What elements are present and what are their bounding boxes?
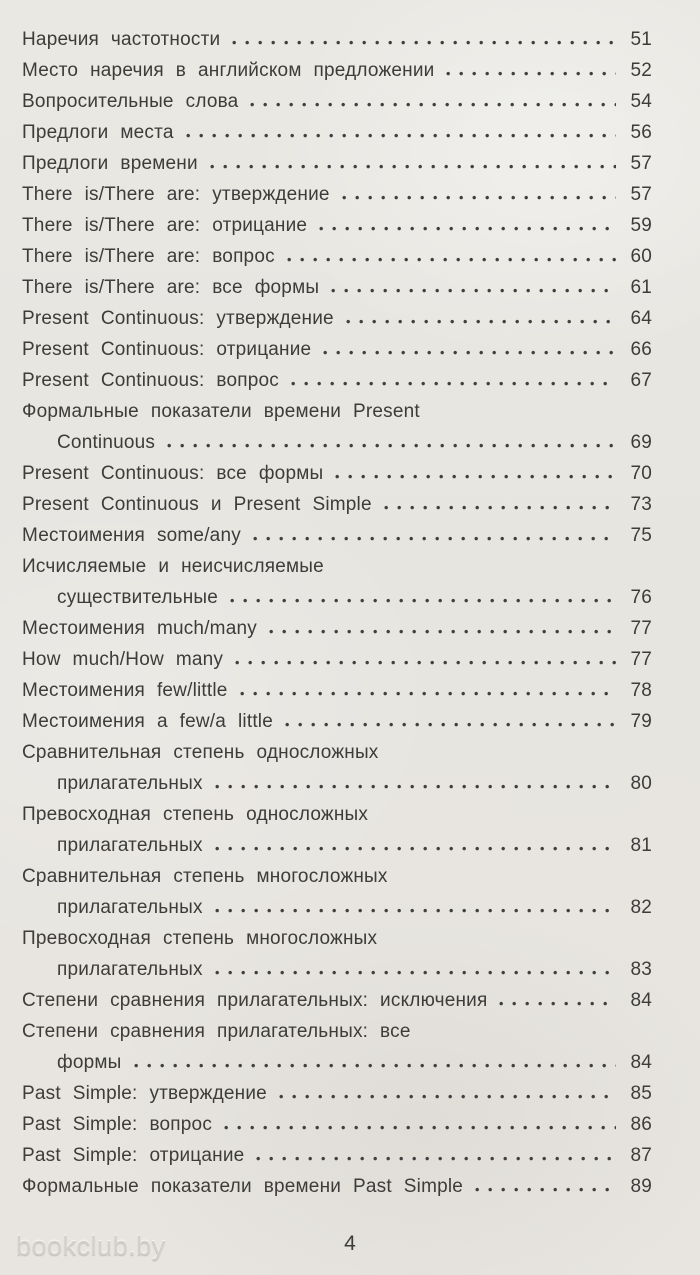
toc-row <box>22 835 652 866</box>
toc-entry-page: 83 <box>630 959 652 980</box>
dot-leader <box>285 722 616 727</box>
toc-entry-title: Местоимения much/many <box>22 618 257 639</box>
toc-row <box>22 1176 652 1207</box>
toc-row <box>22 1021 652 1052</box>
toc-entry-title: Исчисляемые и неисчисляемые <box>22 556 324 577</box>
toc-entry-page: 76 <box>630 587 652 608</box>
toc-entry-page: 87 <box>630 1145 652 1166</box>
toc-entry-page: 61 <box>630 277 652 298</box>
dot-leader <box>230 598 616 603</box>
toc-row <box>22 91 652 122</box>
dot-leader <box>235 660 616 665</box>
toc-row <box>22 556 652 587</box>
toc-entry-title: How much/How many <box>22 649 224 670</box>
toc-row <box>22 60 652 91</box>
toc-entry-page: 59 <box>630 215 652 236</box>
dot-leader <box>134 1063 617 1068</box>
dot-leader <box>384 505 616 510</box>
dot-leader <box>224 1125 616 1130</box>
toc-entry-title: прилагательных <box>57 773 203 794</box>
toc-entry-title: Место наречия в английском предложении <box>22 60 435 81</box>
toc-entry-title: Past Simple: утверждение <box>22 1083 267 1104</box>
watermark: bookclub.by <box>16 1231 166 1261</box>
toc-entry-title: Предлоги времени <box>22 153 198 174</box>
toc-entry-page: 57 <box>630 184 652 205</box>
toc-entry-title: Наречия частотности <box>22 29 221 50</box>
toc-row <box>22 959 652 990</box>
toc-row <box>22 525 652 556</box>
dot-leader <box>331 288 616 293</box>
toc-entry-title: Present Continuous: утверждение <box>22 308 334 329</box>
toc-row <box>22 29 652 60</box>
dot-leader <box>232 40 616 45</box>
toc-row <box>22 494 652 525</box>
toc-row <box>22 1114 652 1145</box>
page-number: 4 <box>344 1232 356 1255</box>
toc-entry-page: 66 <box>630 339 652 360</box>
dot-leader <box>446 71 616 76</box>
toc-entry-page: 67 <box>630 370 652 391</box>
toc-entry-title: Continuous <box>57 432 156 453</box>
dot-leader <box>475 1187 616 1192</box>
dot-leader <box>319 226 616 231</box>
toc-row <box>22 649 652 680</box>
toc-entry-page: 73 <box>630 494 652 515</box>
dot-leader <box>279 1094 616 1099</box>
toc-entry-page: 77 <box>630 649 652 670</box>
toc-entry-title: Present Continuous и Present Simple <box>22 494 372 515</box>
dot-leader <box>186 133 616 138</box>
toc-entry-page: 84 <box>630 990 652 1011</box>
toc-entry-page: 54 <box>630 91 652 112</box>
toc-entry-title: Степени сравнения прилагательных: исключения <box>22 990 488 1011</box>
dot-leader <box>215 846 616 851</box>
toc-entry-title: Present Continuous: все формы <box>22 463 324 484</box>
toc-row <box>22 463 652 494</box>
toc-row <box>22 990 652 1021</box>
toc-entry-page: 60 <box>630 246 652 267</box>
toc-row <box>22 184 652 215</box>
toc-entry-title: прилагательных <box>57 835 203 856</box>
dot-leader <box>342 195 616 200</box>
dot-leader <box>256 1156 616 1161</box>
toc-entry-page: 85 <box>630 1083 652 1104</box>
toc-entry-page: 86 <box>630 1114 652 1135</box>
toc-entry-page: 78 <box>630 680 652 701</box>
dot-leader <box>250 102 616 107</box>
toc-entry-title: There is/There are: вопрос <box>22 246 275 267</box>
toc-row <box>22 370 652 401</box>
toc-row <box>22 432 652 463</box>
toc-entry-page: 81 <box>630 835 652 856</box>
toc-row <box>22 401 652 432</box>
toc-row <box>22 897 652 928</box>
toc-entry-title: Местоимения some/any <box>22 525 241 546</box>
toc-entry-page: 56 <box>630 122 652 143</box>
toc-entry-page: 79 <box>630 711 652 732</box>
toc-entry-title: Превосходная степень многосложных <box>22 928 378 949</box>
toc-row <box>22 866 652 897</box>
table-of-contents <box>22 29 652 1207</box>
dot-leader <box>287 257 616 262</box>
dot-leader <box>253 536 616 541</box>
dot-leader <box>323 350 616 355</box>
toc-entry-title: There is/There are: утверждение <box>22 184 330 205</box>
toc-entry-page: 84 <box>630 1052 652 1073</box>
dot-leader <box>291 381 616 386</box>
toc-entry-page: 77 <box>630 618 652 639</box>
toc-entry-title: Степени сравнения прилагательных: все <box>22 1021 411 1042</box>
toc-entry-title: Формальные показатели времени Present <box>22 401 420 422</box>
toc-entry-page: 52 <box>630 60 652 81</box>
dot-leader <box>240 691 616 696</box>
toc-row <box>22 1052 652 1083</box>
toc-row <box>22 215 652 246</box>
dot-leader <box>269 629 616 634</box>
dot-leader <box>215 784 616 789</box>
toc-entry-title: Местоимения few/little <box>22 680 228 701</box>
toc-row <box>22 773 652 804</box>
dot-leader <box>210 164 616 169</box>
toc-entry-title: прилагательных <box>57 959 203 980</box>
toc-entry-title: Past Simple: отрицание <box>22 1145 245 1166</box>
toc-entry-title: Сравнительная степень односложных <box>22 742 379 763</box>
toc-row <box>22 308 652 339</box>
toc-row <box>22 339 652 370</box>
dot-leader <box>167 443 616 448</box>
toc-entry-title: Предлоги места <box>22 122 174 143</box>
toc-entry-title: формы <box>57 1052 122 1073</box>
toc-entry-title: существительные <box>57 587 219 608</box>
toc-entry-title: Сравнительная степень многосложных <box>22 866 388 887</box>
toc-entry-title: Превосходная степень односложных <box>22 804 369 825</box>
toc-row <box>22 587 652 618</box>
toc-entry-title: прилагательных <box>57 897 203 918</box>
toc-entry-title: Формальные показатели времени Past Simple <box>22 1176 464 1197</box>
toc-entry-title: Past Simple: вопрос <box>22 1114 213 1135</box>
toc-entry-page: 51 <box>630 29 652 50</box>
toc-row <box>22 928 652 959</box>
toc-entry-title: Местоимения a few/a little <box>22 711 273 732</box>
toc-entry-title: There is/There are: все формы <box>22 277 320 298</box>
toc-entry-title: Present Continuous: вопрос <box>22 370 279 391</box>
dot-leader <box>499 1001 616 1006</box>
toc-row <box>22 1145 652 1176</box>
toc-entry-page: 75 <box>630 525 652 546</box>
toc-entry-page: 82 <box>630 897 652 918</box>
toc-row <box>22 153 652 184</box>
toc-row <box>22 1083 652 1114</box>
toc-entry-page: 80 <box>630 773 652 794</box>
page-footer <box>0 1213 700 1275</box>
dot-leader <box>215 908 616 913</box>
dot-leader <box>215 970 616 975</box>
toc-row <box>22 122 652 153</box>
toc-entry-page: 64 <box>630 308 652 329</box>
dot-leader <box>346 319 616 324</box>
toc-entry-title: There is/There are: отрицание <box>22 215 308 236</box>
toc-entry-title: Вопросительные слова <box>22 91 239 112</box>
toc-entry-page: 57 <box>630 153 652 174</box>
toc-row <box>22 742 652 773</box>
dot-leader <box>335 474 616 479</box>
toc-entry-page: 70 <box>630 463 652 484</box>
toc-entry-page: 89 <box>630 1176 652 1197</box>
toc-entry-page: 69 <box>630 432 652 453</box>
toc-row <box>22 277 652 308</box>
toc-row <box>22 711 652 742</box>
toc-row <box>22 618 652 649</box>
toc-row <box>22 804 652 835</box>
toc-row <box>22 680 652 711</box>
toc-row <box>22 246 652 277</box>
toc-entry-title: Present Continuous: отрицание <box>22 339 312 360</box>
